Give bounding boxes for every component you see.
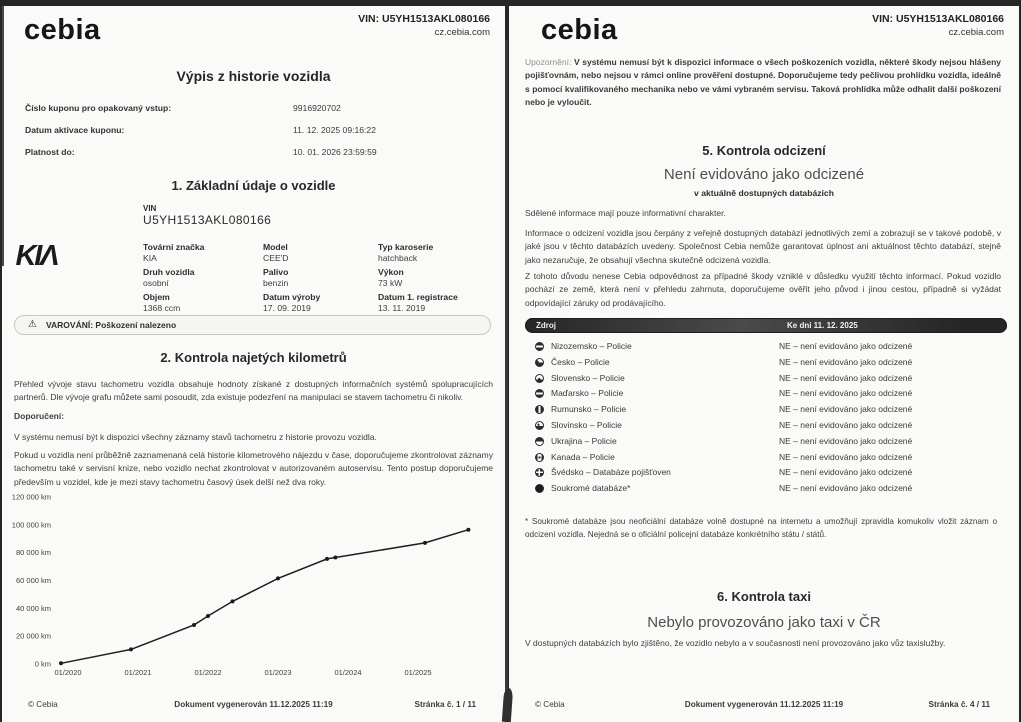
svg-text:01/2021: 01/2021 [124,668,152,677]
spec-value: 73 kW [378,278,403,288]
spec-label: Výkon [378,267,404,277]
kia-logo [14,238,106,274]
source-name: Slovinsko – Policie [551,419,622,430]
asof-column-header: Ke dni 11. 12. 2025 [787,321,858,330]
section2-title: 2. Kontrola najetých kilometrů [160,350,347,365]
spec-value: CEE'D [263,253,289,263]
warning-triangle-icon: ⚠ [28,319,37,330]
field-label: Číslo kuponu pro opakovaný vstup: [25,103,172,113]
flag-sk-icon [535,374,544,383]
svg-text:01/2022: 01/2022 [194,668,222,677]
table-row [525,434,1007,450]
footer-page-number: Stránka č. 4 / 11 [928,700,990,709]
odometer-chart [2,486,505,696]
flag-ca-icon [535,453,544,462]
source-name: Ukrajina – Policie [551,435,617,446]
taxi-text: V dostupných databázích bylo zjištěno, že vozidlo nebylo a v současnosti není provozováno jako vůz taxislužby. [525,638,946,648]
source-name: Švédsko – Databáze pojišťoven [551,467,671,478]
table-row [525,402,1007,418]
svg-text:01/2024: 01/2024 [334,668,362,677]
source-name: Maďarsko – Policie [551,388,624,399]
field-label: Platnost do: [25,147,75,157]
theft-status-value: NE – není evidováno jako odcizené [779,404,913,415]
coupon-field-row [2,125,505,147]
spec-label: Datum 1. registrace [378,292,458,302]
odometer-note-paragraph: V systému nemusí být k dispozici všechny záznamy stavů tachometru z historie provozu vozidla. [14,432,377,442]
notice-body: V systému nemusí být k dispozici informace o všech poškozeních vozidla, některé škody nejsou hlášeny pojišťovnám, nebo nejsou v rámci online prověření dostupné. Doporučujeme tedy pečlivou prohlídku vozidla, ideálně s pomocí kvalifikovaného mechanika nebo ve vámi vybraném servisu. Taková prohlídka může odhalit další poškození nebo je vyloučit. [525,57,1001,107]
flag-ua-icon [535,437,544,446]
spec-label: Model [263,242,288,252]
spec-value: benzin [263,278,289,288]
field-label: Datum aktivace kuponu: [25,125,125,135]
flag-si-icon [535,421,544,430]
svg-text:60 000 km: 60 000 km [15,576,51,585]
table-row [525,371,1007,387]
footer-page-number: Stránka č. 1 / 11 [414,700,476,709]
table-row [525,339,1007,355]
field-value: 10. 01. 2026 23:59:59 [293,147,377,157]
section5-title: 5. Kontrola odcizení [702,143,826,158]
source-name: Soukromé databáze* [551,483,631,494]
theft-status-value: NE – není evidováno jako odcizené [779,435,913,446]
spec-value: 13. 11. 2019 [378,303,426,313]
footer-copyright: © Cebia [28,700,58,709]
flag-nl-icon [535,342,544,351]
footer-copyright: © Cebia [535,700,565,709]
spec-cell [143,242,263,267]
private-db-footnote: * Soukromé databáze jsou neoficiální databáze volně dostupné na internetu a umožňují zpravidla komukoliv vložit záznam o odcizení vozidla. Nejedná se o oficiální policejní databáze konkrétního státu / států. [525,517,997,539]
spec-value: KIA [143,253,157,263]
table-row [525,465,1007,481]
flag-db-icon [535,484,544,493]
coupon-field-row [2,147,505,169]
cebia-logo: cebia [541,14,618,46]
table-row [525,355,1007,371]
flag-hu-icon [535,389,544,398]
spec-label: Druh vozidla [143,267,195,277]
report-page-1 [2,6,505,722]
damage-warning-banner [14,315,491,335]
spec-label: Objem [143,292,170,302]
svg-text:40 000 km: 40 000 km [15,603,51,613]
spec-cell [378,242,495,267]
page-footer [2,700,505,716]
spec-cell [143,267,263,292]
theft-status-value: NE – není evidováno jako odcizené [779,341,913,351]
theft-status-value: NE – není evidováno jako odcizené [779,467,913,478]
source-name: Slovensko – Policie [551,372,625,383]
warning-text: VAROVÁNÍ: Poškození nalezeno [45,320,177,330]
site-link: cz.cebia.com [948,27,1004,38]
theft-status-value: NE – není evidováno jako odcizené [779,451,913,462]
spec-label: Tovární značka [143,242,205,252]
table-row [525,418,1007,434]
spec-label: Datum výroby [263,292,321,302]
odometer-intro-paragraph: Přehled vývoje stavu tachometru vozidla obsahuje hodnoty získané z dostupných informačních systémů spolupracujících partnerů. Dle vývoje grafu můžete sami posoudit, zda existuje podezření na manipulaci se stavem tachometru či nikoliv. [14,379,493,403]
section1-title: 1. Základní údaje o vozidle [171,178,336,193]
spec-value: osobní [143,278,169,288]
theft-status-value: NE – není evidováno jako odcizené [779,388,913,399]
page-title: Výpis z historie vozidla [176,68,331,84]
spec-label: Typ karoserie [378,242,434,252]
spec-cell [378,267,495,292]
theft-info-paragraph-2: Informace o odcizení vozidla jsou čerpány z veřejně dostupných databází jednotlivých zemí a zobrazují se v takové podobě, v jaké jsou v těchto databázích uvedeny. Společnost Cebia nemůže garantovat úplnost ani aktuálnost těchto databází, stejně jako nezaručuje, že obsahují všechna skutečně odcizená vozidla. [525,228,1001,265]
theft-status-value: NE – není evidováno jako odcizené [779,419,913,430]
notice-label: Upozornění: [525,57,572,67]
field-value: 9916920702 [293,103,341,113]
recommendation-label: Doporučení: [14,411,65,421]
svg-text:0 km: 0 km [34,659,51,669]
theft-table-header [525,318,1007,333]
site-link: cz.cebia.com [434,27,490,38]
cebia-logo: cebia [24,14,101,46]
theft-result: Není evidováno jako odcizené [663,166,865,183]
vin-label: VIN [143,204,157,213]
svg-text:20 000 km: 20 000 km [15,631,51,641]
theft-check-table [525,318,1007,497]
svg-text:100 000 km: 100 000 km [11,520,51,530]
spec-label: Palivo [263,267,289,277]
page-footer [509,700,1019,716]
svg-text:80 000 km: 80 000 km [15,548,51,558]
page-fold-line [505,40,508,722]
table-row [525,386,1007,402]
coupon-field-row [2,103,505,125]
source-name: Kanada – Policie [551,451,615,462]
theft-table-rows [525,339,1007,497]
spec-cell [263,292,378,317]
report-page-4 [509,6,1019,722]
svg-text:01/2025: 01/2025 [404,668,432,677]
table-row [525,450,1007,466]
svg-text:01/2023: 01/2023 [264,668,292,677]
odometer-advice-paragraph: Pokud u vozidla není průběžně zaznamenaná celá historie kilometrového nájezdu v čase, doporučujeme zkontrolovat záznamy tachometru také v servisní knize, nebo vozidlo nechat zkontrolovat v autorizovaném autoservisu. Tento postup doporučujeme především u vozidel, kde je mezi stavy tachometru časový úsek delší než dva roky. [14,450,493,487]
theft-status-value: NE – není evidováno jako odcizené [779,372,913,383]
theft-status-value: NE – není evidováno jako odcizené [779,356,913,367]
svg-text:120 000 km: 120 000 km [11,492,51,502]
spec-cell [263,267,378,292]
field-value: 11. 12. 2025 09:16:22 [293,125,376,135]
svg-text:KIΛ: KIΛ [15,240,58,273]
table-row [525,481,1007,497]
flag-ro-icon [535,405,544,414]
vehicle-specs-grid [143,242,495,317]
footer-generated: Dokument vygenerován 11.12.2025 11:19 [684,700,844,709]
theft-info-paragraph-1: Sdělené informace mají pouze informativní charakter. [525,208,726,218]
taxi-result: Nebylo provozováno jako taxi v ČR [647,614,881,631]
spec-value: 17. 09. 2019 [263,303,311,313]
svg-text:01/2020: 01/2020 [54,668,82,677]
vin-header: VIN: U5YH1513AKL080166 [872,13,1004,25]
spec-value: 1368 ccm [143,303,181,313]
source-name: Nizozemsko – Policie [551,341,632,351]
spec-cell [378,292,495,317]
damage-notice-paragraph [525,56,1001,109]
source-name: Česko – Policie [551,356,610,367]
source-name: Rumunsko – Policie [551,404,627,415]
flag-se-icon [535,468,544,477]
coupon-fields [2,103,505,169]
theft-status-value: NE – není evidováno jako odcizené [779,483,913,494]
footer-generated: Dokument vygenerován 11.12.2025 11:19 [174,700,333,709]
flag-cz-icon [535,358,544,367]
theft-info-paragraph-3: Z tohoto důvodu nenese Cebia odpovědnost za případné škody vzniklé v důsledku využití těchto informací. Pokud vozidlo pochází ze země, která není v přehledu zahrnuta, doporučujeme ověřit jeho původ i jinou cestou, případně si vyžádat odpovídající záruky od prodávajícího. [525,271,1001,308]
spec-cell [263,242,378,267]
spec-value: hatchback [378,253,418,263]
spec-cell [143,292,263,317]
theft-result-subtitle: v aktuálně dostupných databázích [694,188,834,198]
source-column-header: Zdroj [536,321,556,330]
vin-header: VIN: U5YH1513AKL080166 [358,13,490,25]
section6-title: 6. Kontrola taxi [717,589,811,604]
vin-value: U5YH1513AKL080166 [143,213,272,227]
